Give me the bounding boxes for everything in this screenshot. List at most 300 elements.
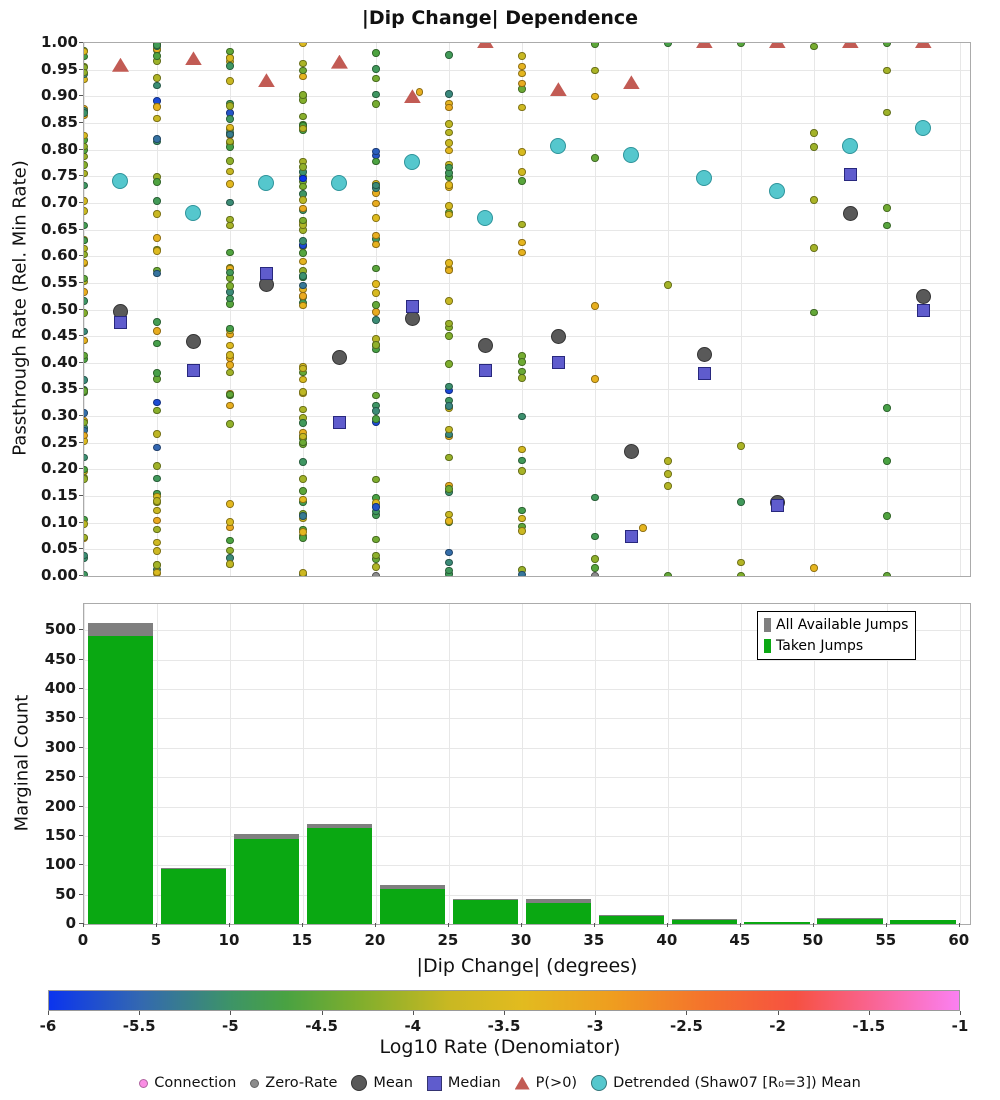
colorbar-tick	[686, 1011, 687, 1015]
mean-marker	[697, 347, 712, 362]
colorbar-tick-label: -3.5	[487, 1017, 521, 1035]
hist-y-tick-label: 0	[65, 914, 76, 932]
chart-title: |Dip Change| Dependence	[361, 7, 639, 29]
scatter-dot	[810, 309, 818, 317]
scatter-dot	[226, 62, 234, 70]
scatter-dot	[737, 442, 745, 450]
scatter-dot	[883, 42, 891, 47]
scatter-dot	[445, 139, 453, 147]
scatter-gridline	[84, 389, 970, 390]
scatter-dot	[518, 467, 526, 475]
scatter-dot	[299, 487, 307, 495]
scatter-dot	[591, 302, 599, 310]
hist-x-tick-label: 10	[218, 931, 240, 949]
legend-connection-icon	[139, 1079, 148, 1088]
scatter-dot	[299, 196, 307, 204]
detrended-marker	[769, 183, 785, 199]
scatter-dot	[299, 406, 307, 414]
scatter-gridline	[84, 469, 970, 470]
scatter-dot	[83, 409, 88, 417]
scatter-dot	[299, 237, 307, 245]
scatter-dot	[591, 494, 599, 502]
scatter-dot	[226, 199, 234, 207]
scatter-dot	[226, 157, 234, 165]
figure-legend-item	[515, 1075, 577, 1091]
hist-bar-taken	[307, 828, 373, 924]
scatter-dot	[518, 221, 526, 229]
scatter-dot	[445, 332, 453, 340]
scatter-dot	[518, 446, 526, 454]
hist-bar-taken	[890, 920, 956, 924]
hist-x-tick-label: 55	[875, 931, 897, 949]
scatter-dot	[372, 182, 380, 190]
scatter-dot	[737, 42, 745, 47]
scatter-y-tick	[79, 468, 83, 469]
hist-x-tick	[521, 923, 522, 927]
hist-y-tick-label: 100	[44, 855, 76, 874]
scatter-gridline	[84, 443, 970, 444]
scatter-dot	[299, 302, 307, 310]
scatter-dot	[153, 327, 161, 335]
scatter-dot	[591, 564, 599, 572]
median-marker	[187, 364, 200, 377]
scatter-gridline	[84, 150, 970, 151]
hist-bar-taken	[526, 903, 592, 924]
scatter-gridline	[84, 256, 970, 257]
hist-y-tick-label: 450	[44, 649, 76, 668]
scatter-dot	[445, 211, 453, 219]
scatter-dot	[372, 415, 380, 423]
scatter-gridline	[84, 496, 970, 497]
legend-zero-rate-icon	[250, 1079, 259, 1088]
hist-x-tick	[448, 923, 449, 927]
scatter-y-tick-label: 0.30	[40, 406, 78, 425]
detrended-marker	[185, 205, 201, 221]
hist-bar-taken	[380, 889, 446, 924]
scatter-dot	[372, 158, 380, 166]
scatter-dot	[83, 520, 88, 528]
scatter-dot	[226, 138, 234, 146]
detrended-marker	[477, 210, 493, 226]
scatter-dot	[153, 399, 161, 407]
hist-legend-item-all	[764, 617, 908, 633]
scatter-dot	[445, 360, 453, 368]
scatter-gridline	[84, 176, 970, 177]
scatter-dot	[226, 537, 234, 545]
p0-marker	[769, 42, 786, 48]
scatter-gridline	[230, 43, 231, 576]
p0-marker	[915, 42, 932, 48]
scatter-dot	[445, 181, 453, 189]
scatter-gridline	[522, 43, 523, 576]
scatter-dot	[518, 70, 526, 78]
scatter-gridline	[84, 96, 970, 97]
scatter-dot	[445, 164, 453, 172]
p0-marker	[696, 42, 713, 48]
scatter-dot	[83, 387, 88, 395]
hist-y-tick	[79, 659, 83, 660]
scatter-dot	[226, 168, 234, 176]
scatter-y-tick-label: 0.95	[40, 59, 78, 78]
figure-legend-label: Zero-Rate	[265, 1075, 338, 1091]
hist-gridline	[157, 604, 158, 924]
scatter-y-tick	[79, 309, 83, 310]
scatter-gridline	[84, 416, 970, 417]
scatter-dot	[299, 67, 307, 75]
hist-x-tick	[375, 923, 376, 927]
p0-marker	[477, 42, 494, 48]
colorbar-tick-label: -5.5	[122, 1017, 156, 1035]
legend-triangle-icon	[515, 1077, 530, 1090]
figure-legend-item	[250, 1075, 337, 1091]
scatter-dot	[445, 454, 453, 462]
scatter-dot	[226, 420, 234, 428]
scatter-panel	[83, 42, 971, 577]
scatter-gridline	[84, 310, 970, 311]
scatter-dot	[299, 163, 307, 171]
hist-gridline	[84, 748, 970, 749]
scatter-dot	[372, 65, 380, 73]
scatter-y-tick-label: 0.40	[40, 352, 78, 371]
scatter-dot	[226, 102, 234, 110]
scatter-dot	[153, 475, 161, 483]
hist-bar-taken	[672, 920, 738, 924]
scatter-dot	[153, 444, 161, 452]
detrended-marker	[550, 138, 566, 154]
scatter-dot	[518, 368, 526, 376]
scatter-y-tick	[79, 42, 83, 43]
hist-legend-item-taken	[764, 638, 908, 654]
scatter-dot	[226, 402, 234, 410]
scatter-dot	[372, 265, 380, 273]
scatter-dot	[639, 524, 647, 532]
scatter-y-tick-label: 0.80	[40, 139, 78, 158]
scatter-dot	[226, 124, 234, 132]
scatter-dot	[299, 91, 307, 99]
scatter-y-tick-label: 0.00	[40, 566, 78, 584]
figure-legend-label: Connection	[154, 1075, 237, 1091]
scatter-dot	[299, 42, 307, 47]
scatter-dot	[372, 75, 380, 83]
all-jumps-swatch	[764, 618, 771, 632]
scatter-dot	[445, 90, 453, 98]
scatter-y-tick	[79, 575, 83, 576]
hist-y-tick-label: 150	[44, 825, 76, 844]
scatter-dot	[153, 526, 161, 534]
colorbar-tick	[48, 1011, 49, 1015]
hist-y-tick	[79, 864, 83, 865]
scatter-dot	[299, 282, 307, 290]
hist-y-tick	[79, 776, 83, 777]
scatter-dot	[883, 404, 891, 412]
scatter-y-tick	[79, 362, 83, 363]
hist-x-tick-label: 45	[729, 931, 751, 949]
scatter-dot	[372, 536, 380, 544]
p0-marker	[331, 55, 348, 69]
scatter-dot	[153, 507, 161, 515]
scatter-dot	[372, 100, 380, 108]
scatter-dot	[445, 51, 453, 59]
scatter-dot	[518, 104, 526, 112]
median-marker	[698, 367, 711, 380]
scatter-gridline	[668, 43, 669, 576]
hist-gridline	[84, 777, 970, 778]
scatter-y-axis-label: Passthrough Rate (Rel. Min Rate)	[9, 160, 31, 456]
scatter-dot	[83, 288, 88, 296]
scatter-dot	[445, 559, 453, 567]
scatter-y-tick-label: 1.00	[40, 33, 78, 51]
detrended-marker	[842, 138, 858, 154]
scatter-dot	[153, 407, 161, 415]
scatter-dot	[153, 178, 161, 186]
scatter-dot	[83, 182, 88, 190]
hist-gridline	[84, 865, 970, 866]
median-marker	[625, 530, 638, 543]
scatter-y-tick-label: 0.50	[40, 299, 78, 318]
zero-rate-dot	[591, 572, 599, 577]
scatter-dot	[591, 67, 599, 75]
hist-gridline	[449, 604, 450, 924]
median-marker	[479, 364, 492, 377]
hist-y-tick	[79, 629, 83, 630]
figure-legend-item	[427, 1075, 501, 1091]
scatter-dot	[299, 272, 307, 280]
scatter-y-tick-label: 0.05	[40, 539, 78, 558]
scatter-dot	[83, 337, 88, 345]
scatter-y-tick	[79, 335, 83, 336]
scatter-dot	[83, 207, 88, 215]
figure-legend-label: P(>0)	[535, 1075, 578, 1091]
scatter-gridline	[84, 549, 970, 550]
scatter-y-tick-label: 0.55	[40, 272, 78, 291]
hist-gridline	[376, 604, 377, 924]
scatter-dot	[153, 210, 161, 218]
scatter-gridline	[84, 230, 970, 231]
p0-marker	[842, 42, 859, 48]
scatter-y-tick-label: 0.85	[40, 112, 78, 131]
median-marker	[333, 416, 346, 429]
scatter-dot	[153, 52, 161, 60]
scatter-dot	[83, 376, 88, 384]
scatter-dot	[83, 571, 88, 577]
scatter-dot	[810, 143, 818, 151]
scatter-dot	[153, 135, 161, 143]
median-marker	[771, 499, 784, 512]
hist-x-tick	[83, 923, 84, 927]
scatter-y-tick-label: 0.65	[40, 219, 78, 238]
scatter-dot	[372, 49, 380, 57]
scatter-dot	[299, 125, 307, 133]
scatter-dot	[226, 131, 234, 139]
scatter-y-tick	[79, 495, 83, 496]
scatter-dot	[518, 571, 526, 577]
hist-y-tick-label: 500	[44, 620, 76, 639]
scatter-dot	[372, 301, 380, 309]
scatter-dot	[372, 563, 380, 571]
p0-marker	[112, 58, 129, 72]
scatter-dot	[810, 129, 818, 137]
legend-square-icon	[427, 1076, 442, 1091]
hist-gridline	[522, 604, 523, 924]
scatter-dot	[445, 120, 453, 128]
scatter-dot	[664, 482, 672, 490]
scatter-y-tick	[79, 122, 83, 123]
scatter-dot	[883, 572, 891, 577]
scatter-dot	[664, 457, 672, 465]
scatter-y-tick-label: 0.70	[40, 192, 78, 211]
scatter-y-tick	[79, 95, 83, 96]
scatter-dot	[299, 496, 307, 504]
p0-marker	[258, 73, 275, 87]
mean-marker	[332, 350, 347, 365]
scatter-dot	[737, 559, 745, 567]
hist-bar-taken	[234, 839, 300, 924]
legend-circle-icon	[351, 1075, 367, 1091]
colorbar-tick	[139, 1011, 140, 1015]
hist-y-tick	[79, 747, 83, 748]
scatter-dot	[226, 500, 234, 508]
scatter-dot	[883, 204, 891, 212]
colorbar-tick	[230, 1011, 231, 1015]
scatter-dot	[445, 267, 453, 275]
scatter-y-tick	[79, 175, 83, 176]
scatter-gridline	[84, 336, 970, 337]
hist-bar-taken	[744, 922, 810, 924]
hist-y-tick	[79, 894, 83, 895]
colorbar-tick	[778, 1011, 779, 1015]
colorbar-tick-label: -6	[39, 1017, 57, 1035]
scatter-gridline	[741, 43, 742, 576]
scatter-dot	[445, 320, 453, 328]
scatter-dot	[445, 426, 453, 434]
scatter-dot	[299, 419, 307, 427]
hist-y-tick	[79, 806, 83, 807]
scatter-dot	[372, 341, 380, 349]
scatter-dot	[664, 42, 672, 47]
zero-rate-dot	[372, 572, 380, 577]
detrended-marker	[404, 154, 420, 170]
scatter-dot	[810, 564, 818, 572]
hist-legend-label-all: All Available Jumps	[776, 617, 909, 633]
hist-gridline	[741, 604, 742, 924]
scatter-dot	[810, 196, 818, 204]
scatter-dot	[664, 470, 672, 478]
scatter-dot	[153, 462, 161, 470]
detrended-marker	[696, 170, 712, 186]
hist-x-tick-label: 30	[510, 931, 532, 949]
scatter-dot	[372, 214, 380, 222]
colorbar-gradient	[48, 990, 960, 1011]
hist-bar-taken	[599, 916, 665, 924]
median-marker	[406, 300, 419, 313]
scatter-dot	[299, 376, 307, 384]
scatter-dot	[83, 328, 88, 336]
scatter-dot	[518, 413, 526, 421]
scatter-dot	[83, 161, 88, 169]
scatter-dot	[226, 369, 234, 377]
scatter-dot	[299, 183, 307, 191]
scatter-dot	[226, 77, 234, 85]
scatter-dot	[664, 572, 672, 577]
colorbar-tick	[869, 1011, 870, 1015]
hist-bar-taken	[88, 636, 154, 924]
scatter-dot	[737, 498, 745, 506]
scatter-dot	[445, 259, 453, 267]
scatter-dot	[153, 270, 161, 278]
scatter-y-tick	[79, 282, 83, 283]
hist-x-tick-label: 50	[802, 931, 824, 949]
scatter-dot	[153, 115, 161, 123]
scatter-dot	[153, 197, 161, 205]
scatter-dot	[153, 547, 161, 555]
figure-legend-label: Detrended (Shaw07 [R₀=3]) Mean	[613, 1075, 861, 1091]
colorbar-tick-label: -2	[769, 1017, 786, 1035]
colorbar-tick	[595, 1011, 596, 1015]
scatter-gridline	[84, 203, 970, 204]
scatter-dot	[372, 289, 380, 297]
median-marker	[917, 304, 930, 317]
scatter-dot	[591, 93, 599, 101]
scatter-dot	[299, 512, 307, 520]
hist-bar-taken	[453, 900, 519, 924]
scatter-dot	[299, 249, 307, 257]
hist-x-tick-label: 40	[656, 931, 678, 949]
hist-x-tick-label: 25	[437, 931, 459, 949]
colorbar-tick	[413, 1011, 414, 1015]
scatter-dot	[445, 485, 453, 493]
scatter-dot	[372, 392, 380, 400]
colorbar-label: Log10 Rate (Denomiator)	[379, 1036, 621, 1058]
scatter-gridline	[84, 283, 970, 284]
detrended-marker	[112, 173, 128, 189]
mean-marker	[478, 338, 493, 353]
scatter-dot	[883, 109, 891, 117]
scatter-dot	[299, 217, 307, 225]
colorbar-tick-label: -3	[586, 1017, 604, 1035]
scatter-dot	[737, 572, 745, 577]
hist-gridline	[84, 689, 970, 690]
scatter-dot	[518, 148, 526, 156]
scatter-dot	[83, 454, 88, 462]
scatter-y-tick	[79, 202, 83, 203]
scatter-gridline	[84, 523, 970, 524]
figure-legend-item	[351, 1075, 413, 1091]
scatter-y-tick-label: 0.15	[40, 486, 78, 505]
scatter-y-tick	[79, 548, 83, 549]
figure-legend-item	[591, 1075, 861, 1091]
detrended-marker	[623, 147, 639, 163]
figure-legend-label: Mean	[373, 1075, 413, 1091]
hist-gridline	[84, 718, 970, 719]
scatter-dot	[518, 80, 526, 88]
legend-circle-icon	[591, 1075, 607, 1091]
scatter-dot	[591, 154, 599, 162]
scatter-dot	[372, 476, 380, 484]
scatter-dot	[83, 251, 88, 259]
scatter-dot	[299, 475, 307, 483]
figure-legend-label: Median	[447, 1075, 501, 1091]
scatter-dot	[153, 340, 161, 348]
hist-legend-label-taken: Taken Jumps	[776, 638, 864, 654]
hist-x-axis-label: |Dip Change| (degrees)	[416, 955, 638, 977]
scatter-dot	[226, 180, 234, 188]
scatter-dot	[153, 82, 161, 90]
scatter-dot	[153, 539, 161, 547]
scatter-dot	[226, 269, 234, 277]
scatter-y-tick	[79, 388, 83, 389]
mean-marker	[916, 289, 931, 304]
hist-y-tick-label: 250	[44, 767, 76, 786]
